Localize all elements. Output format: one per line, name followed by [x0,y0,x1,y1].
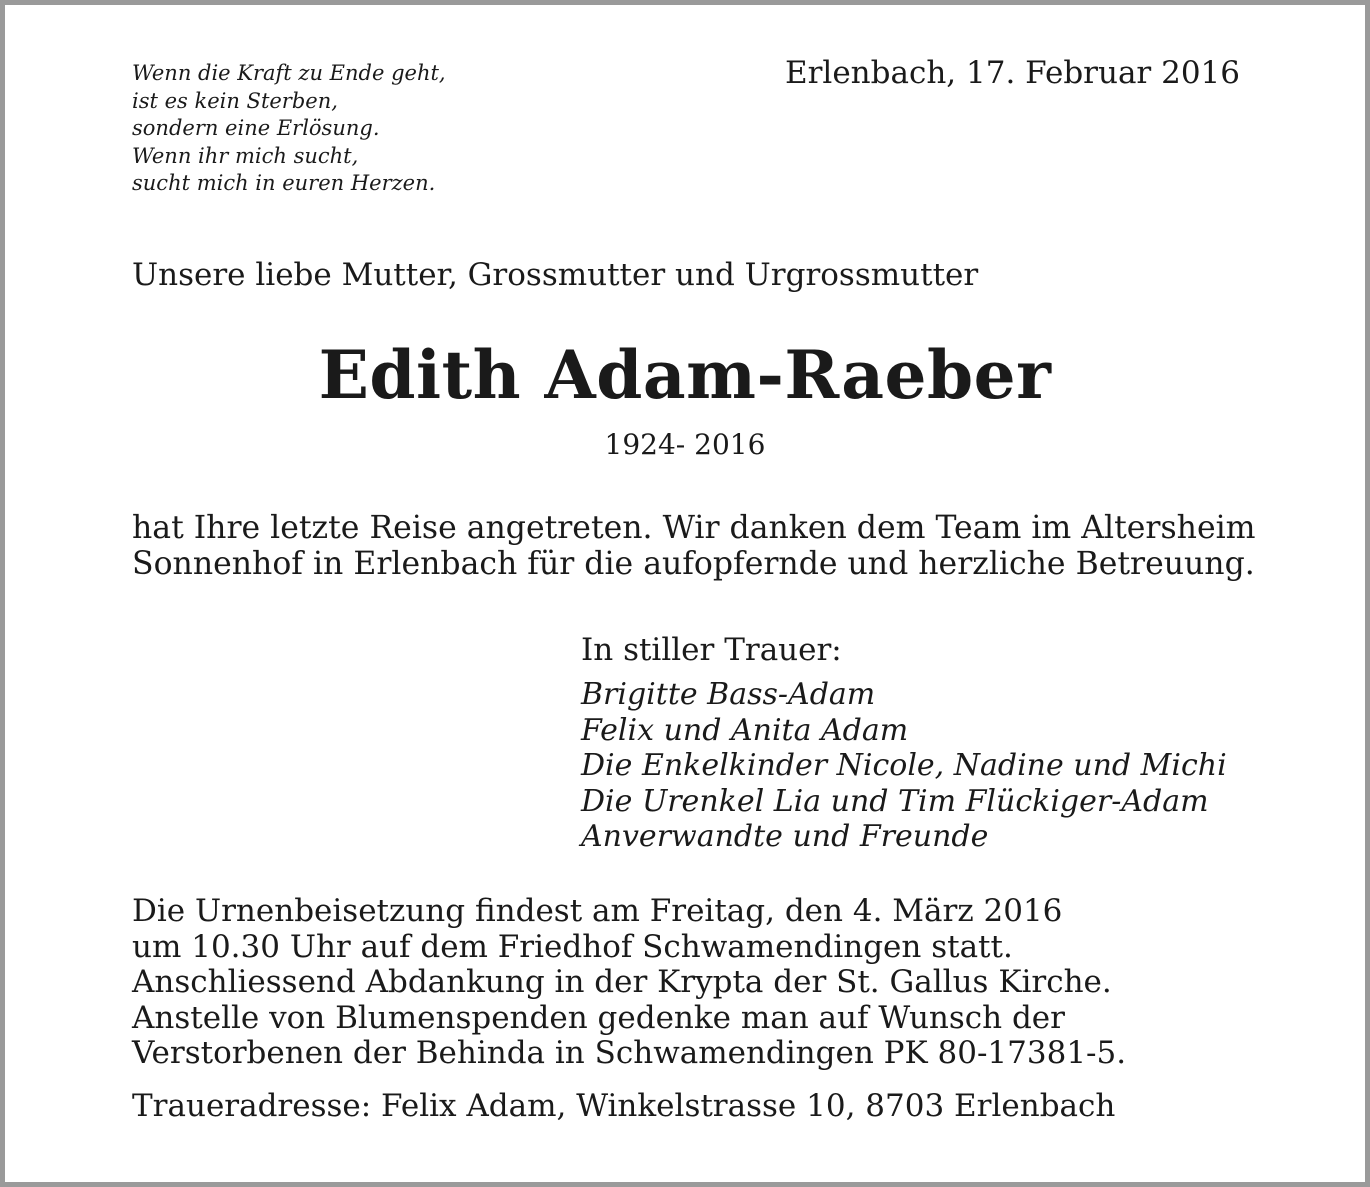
motto-line: Wenn ihr mich sucht, [132,143,359,168]
message-paragraph [132,510,1256,582]
service-line: Anstelle von Blumenspenden gedenke man auf Wunsch der [132,999,1065,1036]
motto-verse [132,60,446,198]
motto-line: sucht mich in euren Herzen. [132,171,436,195]
deceased-name: Edith Adam-Raeber [318,336,1052,414]
service-line: Anschliessend Abdankung in der Krypta der St. Gallus Kirche. [132,964,1112,1000]
mourning-label: In stiller Trauer: [581,632,842,668]
mourner-entry: Die Urenkel Lia und Tim Flückiger-Adam [581,783,1209,819]
mourner-entry: Anverwandte und Freunde [581,819,989,854]
service-line: Verstorbenen der Behinda in Schwamendingen PK 80-17381-5. [132,1035,1127,1071]
service-details [132,894,1126,1072]
intro-line: Unsere liebe Mutter, Grossmutter und Urgrossmutter [132,257,979,293]
service-line: um 10.30 Uhr auf dem Friedhof Schwamendingen statt. [132,928,1013,965]
message-line: Sonnenhof in Erlenbach für die aufopfernde und herzliche Betreuung. [132,546,1255,582]
mourner-entry: Brigitte Bass-Adam [581,677,876,712]
motto-line: sondern eine Erlösung. [132,116,380,140]
place-date: Erlenbach, 17. Februar 2016 [784,55,1240,91]
message-line: hat Ihre letzte Reise angetreten. Wir danken dem Team im Altersheim [132,510,1256,546]
life-years: 1924- 2016 [604,428,766,461]
service-line: Die Urnenbeisetzung findest am Freitag, den 4. März 2016 [132,893,1063,929]
mourner-entry: Felix und Anita Adam [581,712,909,748]
mourning-address: Traueradresse: Felix Adam, Winkelstrasse 10, 8703 Erlenbach [132,1088,1116,1124]
mourner-entry: Die Enkelkinder Nicole, Nadine und Michi [581,748,1227,783]
motto-line: ist es kein Sterben, [132,88,338,113]
mourners-list [581,677,1227,855]
motto-line: Wenn die Kraft zu Ende geht, [132,61,446,85]
